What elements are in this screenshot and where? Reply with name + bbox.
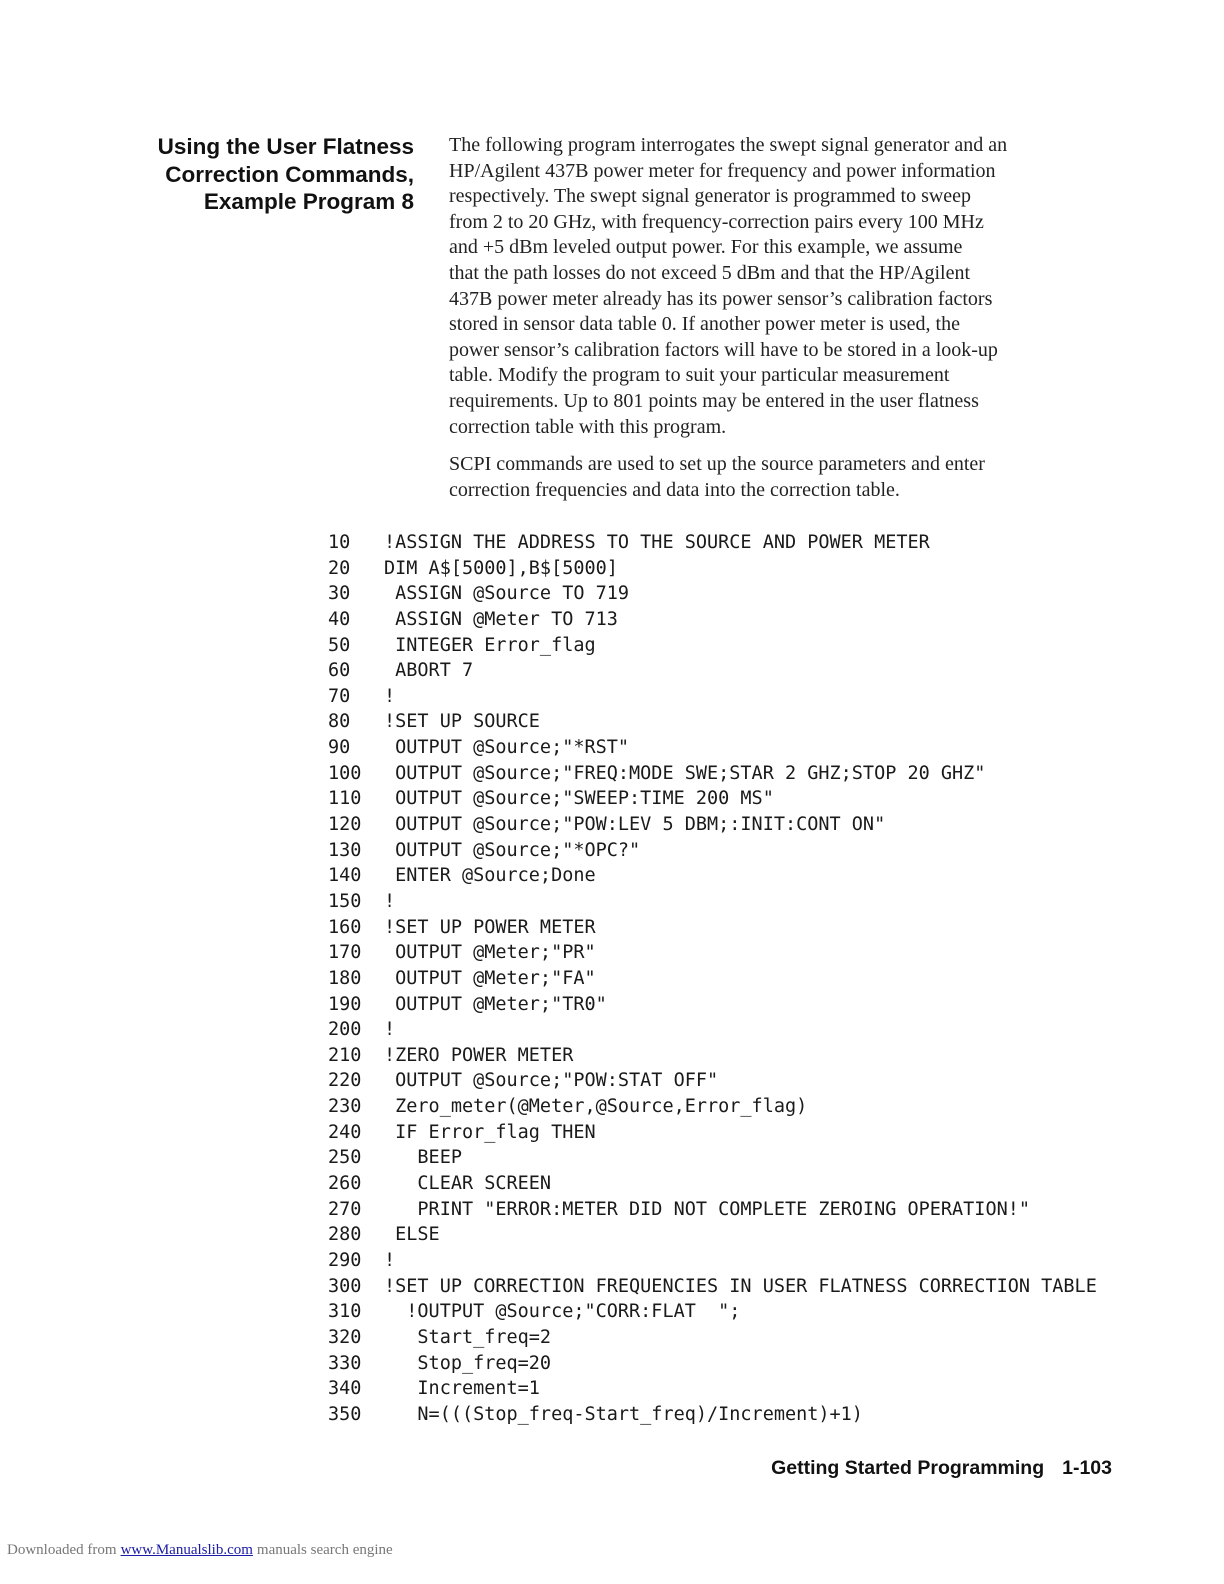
code-line-text: ! [384, 1019, 396, 1041]
code-line [328, 761, 1097, 787]
code-line [328, 786, 1097, 812]
code-line-text: PRINT "ERROR:METER DID NOT COMPLETE ZEROING OPERATION!" [384, 1198, 1031, 1220]
code-line [328, 812, 1097, 838]
code-line-text: OUTPUT @Source;"SWEEP:TIME 200 MS" [384, 788, 774, 810]
code-line [328, 915, 1097, 941]
code-line [328, 709, 1097, 735]
code-line-number: 130 [328, 839, 362, 861]
code-line [328, 607, 1097, 633]
paragraph-line: table. Modify the program to suit your particular measurement [449, 364, 950, 387]
code-line-number: 60 [328, 660, 351, 682]
code-line-text: ! [384, 685, 396, 707]
code-line-text: OUTPUT @Meter;"TR0" [384, 993, 607, 1015]
code-line-number: 200 [328, 1019, 362, 1041]
code-line-number: 150 [328, 890, 362, 912]
code-line [328, 1145, 1097, 1171]
code-line [328, 1248, 1097, 1274]
manualslib-link[interactable]: www.Manualslib.com [120, 1542, 253, 1558]
intro-paragraph [449, 133, 1119, 440]
code-line-text: !OUTPUT @Source;"CORR:FLAT "; [384, 1301, 741, 1323]
code-line-number: 160 [328, 916, 362, 938]
code-line [328, 1351, 1097, 1377]
code-line-number: 20 [328, 557, 351, 579]
code-line-text: Start_freq=2 [384, 1326, 552, 1348]
code-line [328, 633, 1097, 659]
footer-page-number: 1-103 [1062, 1457, 1112, 1479]
code-line [328, 1222, 1097, 1248]
code-line-number: 180 [328, 967, 362, 989]
paragraph-line: from 2 to 20 GHz, with frequency-correction pairs every 100 MHz [449, 210, 984, 233]
paragraph-line: requirements. Up to 801 points may be entered in the user flatness [449, 389, 979, 412]
code-line-text: Stop_freq=20 [384, 1352, 552, 1374]
code-line-text: INTEGER Error_flag [384, 634, 596, 656]
code-line-text: DIM A$[5000],B$[5000] [384, 557, 618, 579]
code-line [328, 1120, 1097, 1146]
code-line [328, 684, 1097, 710]
code-line-number: 40 [328, 608, 351, 630]
code-line-text: OUTPUT @Source;"POW:STAT OFF" [384, 1070, 719, 1092]
code-line [328, 838, 1097, 864]
code-line-number: 270 [328, 1198, 362, 1220]
code-line-text: ABORT 7 [384, 660, 474, 682]
paragraph-line: respectively. The swept signal generator is programmed to sweep [449, 185, 972, 208]
code-line [328, 658, 1097, 684]
code-line-number: 280 [328, 1224, 362, 1246]
code-line-text: !SET UP SOURCE [384, 711, 540, 733]
code-line-number: 50 [328, 634, 351, 656]
code-line-number: 260 [328, 1173, 362, 1195]
code-line [328, 1017, 1097, 1043]
code-line-text: !SET UP CORRECTION FREQUENCIES IN USER FLATNESS CORRECTION TABLE [384, 1275, 1097, 1297]
code-line-text: Increment=1 [384, 1378, 540, 1400]
paragraph-line: 437B power meter already has its power sensor’s calibration factors [449, 287, 993, 310]
code-line-number: 80 [328, 711, 351, 733]
code-line-text: OUTPUT @Source;"*RST" [384, 737, 630, 759]
paragraph-line: correction table with this program. [449, 415, 727, 438]
code-line [328, 735, 1097, 761]
code-line-text: OUTPUT @Meter;"PR" [384, 942, 596, 964]
paragraph-line: stored in sensor data table 0. If another power meter is used, the [449, 313, 960, 336]
code-line [328, 1299, 1097, 1325]
paragraph-line: correction frequencies and data into the correction table. [449, 478, 900, 501]
program-listing [328, 530, 1097, 1427]
section-heading-line-3: Example Program 8 [203, 189, 414, 214]
code-line-text: OUTPUT @Source;"POW:LEV 5 DBM;:INIT:CONT ON" [384, 814, 886, 836]
code-line-number: 30 [328, 583, 351, 605]
section-heading [120, 133, 414, 216]
paragraph-line: HP/Agilent 437B power meter for frequency and power information [449, 159, 996, 182]
section-body [449, 133, 1119, 503]
code-line-text: IF Error_flag THEN [384, 1121, 596, 1143]
code-line [328, 1043, 1097, 1069]
paragraph-line: power sensor’s calibration factors will have to be stored in a look-up [449, 338, 998, 361]
code-line-text: Zero_meter(@Meter,@Source,Error_flag) [384, 1096, 808, 1118]
code-line-number: 310 [328, 1301, 362, 1323]
download-note-prefix: Downloaded from [7, 1542, 117, 1558]
code-line-text: OUTPUT @Source;"FREQ:MODE SWE;STAR 2 GHZ;STOP 20 GHZ" [384, 762, 986, 784]
page-footer [771, 1457, 1112, 1480]
code-line-text: ELSE [384, 1224, 440, 1246]
code-line-number: 290 [328, 1249, 362, 1271]
code-line-number: 240 [328, 1121, 362, 1143]
code-line [328, 863, 1097, 889]
code-line-number: 100 [328, 762, 362, 784]
code-line-text: ! [384, 1249, 396, 1271]
scpi-paragraph [449, 452, 1119, 503]
code-line-number: 190 [328, 993, 362, 1015]
section-heading-line-2: Correction Commands, [165, 161, 414, 187]
code-line [328, 1376, 1097, 1402]
download-note [7, 1542, 393, 1559]
footer-chapter-title: Getting Started Programming [771, 1457, 1045, 1479]
code-line-text: BEEP [384, 1147, 462, 1169]
code-line-number: 90 [328, 737, 351, 759]
code-line-text: ASSIGN @Source TO 719 [384, 583, 630, 605]
code-line [328, 1274, 1097, 1300]
code-line-text: ENTER @Source;Done [384, 865, 596, 887]
paragraph-line: and +5 dBm leveled output power. For this example, we assume [449, 236, 963, 259]
code-line-number: 350 [328, 1403, 362, 1425]
code-line-number: 300 [328, 1275, 362, 1297]
code-line-text: OUTPUT @Source;"*OPC?" [384, 839, 641, 861]
code-line-text: !ASSIGN THE ADDRESS TO THE SOURCE AND POWER METER [384, 532, 930, 553]
section-heading-line-1: Using the User Flatness [157, 134, 414, 159]
paragraph-line: The following program interrogates the swept signal generator and an [449, 134, 1008, 156]
code-line [328, 889, 1097, 915]
code-line-text: N=(((Stop_freq-Start_freq)/Increment)+1) [384, 1403, 863, 1425]
code-line-number: 250 [328, 1147, 362, 1169]
code-line [328, 1402, 1097, 1428]
code-line-text: CLEAR SCREEN [384, 1173, 552, 1195]
code-line-text: !SET UP POWER METER [384, 916, 596, 938]
code-line [328, 1094, 1097, 1120]
code-line-number: 210 [328, 1044, 362, 1066]
code-line-number: 110 [328, 788, 362, 810]
code-line-number: 220 [328, 1070, 362, 1092]
code-line-number: 170 [328, 942, 362, 964]
code-line-number: 140 [328, 865, 362, 887]
code-line [328, 940, 1097, 966]
code-line-text: ASSIGN @Meter TO 713 [384, 608, 618, 630]
code-line-text: OUTPUT @Meter;"FA" [384, 967, 596, 989]
code-line [328, 1171, 1097, 1197]
code-line-number: 330 [328, 1352, 362, 1374]
code-line-number: 70 [328, 685, 351, 707]
download-note-suffix: manuals search engine [256, 1542, 393, 1558]
paragraph-line: SCPI commands are used to set up the source parameters and enter [449, 453, 985, 476]
code-line [328, 1068, 1097, 1094]
code-line-number: 230 [328, 1096, 362, 1118]
code-line [328, 966, 1097, 992]
code-line-number: 320 [328, 1326, 362, 1348]
code-line-number: 120 [328, 814, 362, 836]
code-line [328, 530, 1097, 556]
code-line-text: !ZERO POWER METER [384, 1044, 574, 1066]
code-line [328, 581, 1097, 607]
code-line [328, 556, 1097, 582]
code-line-number: 10 [328, 532, 351, 553]
code-line [328, 1197, 1097, 1223]
code-line-text: ! [384, 890, 396, 912]
code-line-number: 340 [328, 1378, 362, 1400]
paragraph-line: that the path losses do not exceed 5 dBm and that the HP/Agilent [449, 261, 971, 284]
code-line [328, 1325, 1097, 1351]
code-line [328, 992, 1097, 1018]
